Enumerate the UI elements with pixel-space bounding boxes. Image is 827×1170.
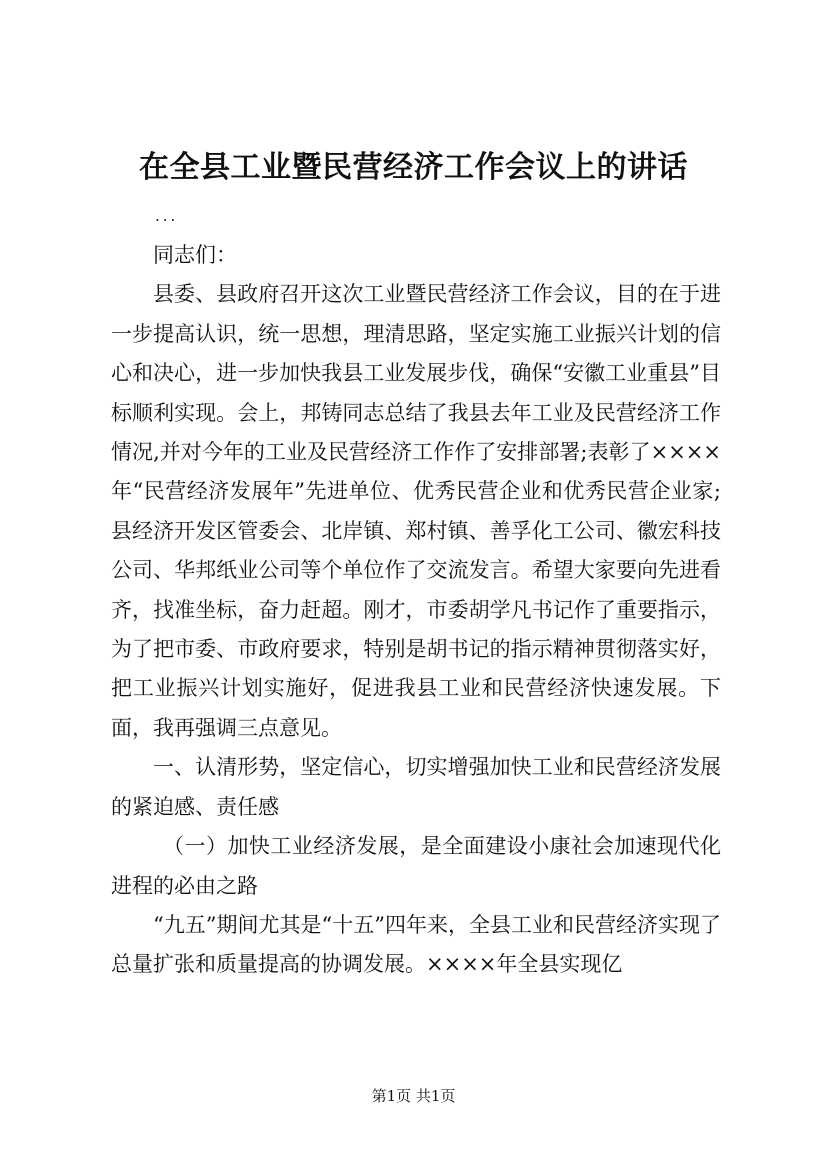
document-title: 在全县工业暨民营经济工作会议上的讲话 xyxy=(139,150,688,185)
subsection-heading-1: （一）加快工业经济发展，是全面建设小康社会加速现代化进程的必由之路 xyxy=(111,834,721,898)
page-number-footer: 第1页 共1页 xyxy=(371,1087,456,1105)
section-heading-1: 一、认清形势，坚定信心，切实增强加快工业和民营经济发展的紧迫感、责任感 xyxy=(111,755,721,819)
paragraph-body: “九五”期间尤其是“十五”四年来，全县工业和民营经济实现了总量扩张和质量提高的协调发展。××××年全县实现亿 xyxy=(111,912,721,977)
greeting: 同志们： xyxy=(153,243,237,267)
paragraph-opening: 县委、县政府召开这次工业暨民营经济工作会议，目的在于进一步提高认识，统一思想，理清思路，坚定实施工业振兴计划的信心和决心，进一步加快我县工业发展步伐，确保“安徽工业重县”目标顺利实现。会上，邦铸同志总结了我县去年工业及民营经济工作情况,并对今年的工业及民营经济工作作了安排部署;表彰了××××年“民营经济发展年”先进单位、优秀民营企业和优秀民营企业家;县经济开发区管委会、北岸镇、郑村镇、善孚化工公司、徽宏科技公司、华邦纸业公司等个单位作了交流发言。希望大家要向先进看齐，找准坐标，奋力赶超。刚才，市委胡学凡书记作了重要指示，为了把市委、市政府要求，特别是胡书记的指示精神贯彻落实好，把工业振兴计划实施好，促进我县工业和民营经济快速发展。下面，我再强调三点意见。 xyxy=(111,282,721,740)
ellipsis-text: ... xyxy=(155,207,179,225)
document-body xyxy=(111,236,721,985)
